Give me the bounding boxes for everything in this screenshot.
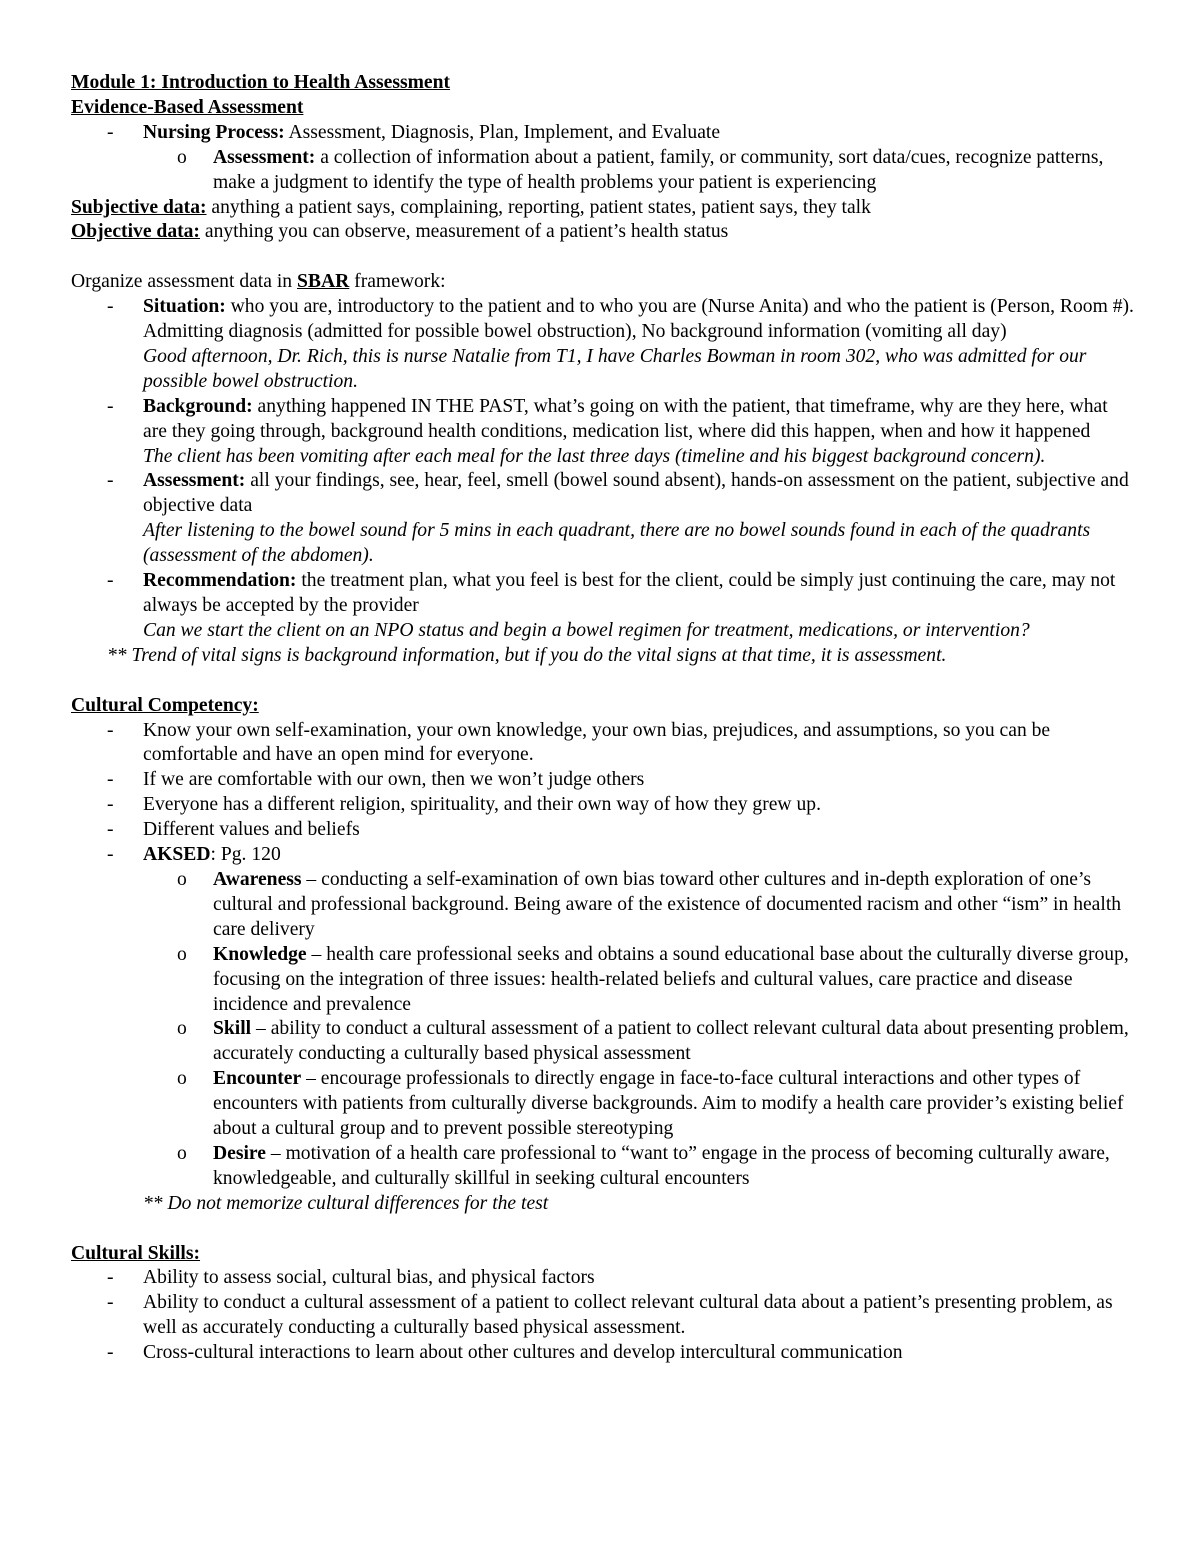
dash-marker: - bbox=[107, 794, 114, 816]
sbar-term: SBAR bbox=[297, 271, 350, 293]
aksed-skill bbox=[71, 1017, 1136, 1067]
cc-item bbox=[71, 768, 1136, 793]
aksed-knowledge bbox=[71, 943, 1136, 1018]
dash-marker: - bbox=[107, 395, 114, 417]
background-text: anything happened IN THE PAST, what’s going on with the patient, that timeframe, why are they here, what are they going through, background health conditions, medication list, where did this happen, when and how it happened bbox=[143, 395, 1108, 442]
aksed-sub-text: – ability to conduct a cultural assessment of a patient to collect relevant cultural data about presenting problem, accurately conducting a culturally based physical assessment bbox=[213, 1018, 1129, 1065]
assessment-def-text: a collection of information about a patient, family, or community, sort data/cues, recognize patterns, make a judgment to identify the type of health problems your patient is experiencing bbox=[213, 146, 1104, 193]
subjective-text: anything a patient says, complaining, reporting, patient states, patient says, they talk bbox=[206, 196, 871, 218]
nursing-process-item bbox=[71, 121, 1136, 146]
bullet-marker: o bbox=[177, 1068, 187, 1090]
situation-term: Situation: bbox=[143, 296, 226, 318]
cs-item bbox=[71, 1341, 1136, 1366]
cs-item-text: Ability to assess social, cultural bias, and physical factors bbox=[143, 1267, 595, 1289]
cs-item bbox=[71, 1266, 1136, 1291]
recommendation-term: Recommendation: bbox=[143, 570, 297, 592]
aksed-sub-text: – health care professional seeks and obtains a sound educational base about the culturally diverse group, focusing on the integration of three issues: health-related beliefs and cultural values, care practice and disease incidence and prevalence bbox=[213, 943, 1129, 1015]
nursing-process-term: Nursing Process: bbox=[143, 121, 285, 143]
nursing-process-text: Assessment, Diagnosis, Plan, Implement, and Evaluate bbox=[284, 121, 721, 143]
bullet-marker: o bbox=[177, 146, 187, 168]
cultural-skills-heading: Cultural Skills: bbox=[71, 1242, 201, 1264]
bullet-marker: o bbox=[177, 943, 187, 965]
cultural-competency-heading: Cultural Competency: bbox=[71, 694, 259, 716]
situation-text: who you are, introductory to the patient and to who you are (Nurse Anita) and who the patient is (Person, Room #). Admitting diagnosis (admitted for possible bowel obstruction), No background information (vomiting all day) bbox=[143, 296, 1134, 343]
dash-marker: - bbox=[107, 296, 114, 318]
aksed-term: AKSED bbox=[143, 844, 211, 866]
sbar-intro-before: Organize assessment data in bbox=[71, 271, 297, 293]
recommendation-text: the treatment plan, what you feel is best for the client, could be simply just continuing the care, may not always be accepted by the provider bbox=[143, 570, 1116, 617]
aksed-sub-term: Skill bbox=[213, 1018, 252, 1040]
aksed-sub-term: Desire bbox=[213, 1142, 266, 1164]
aksed-sub-term: Encounter bbox=[213, 1068, 302, 1090]
dash-marker: - bbox=[107, 769, 114, 791]
objective-data-line bbox=[71, 220, 1136, 245]
module-title: Module 1: Introduction to Health Assessment bbox=[71, 72, 451, 93]
dash-marker: - bbox=[107, 121, 114, 143]
aksed-sub-text: – encourage professionals to directly engage in face-to-face cultural interactions and other types of encounters with patients from culturally diverse backgrounds. Aim to modify a health care provider’s existing belief about a cultural group and to prevent possible stereotyping bbox=[213, 1068, 1124, 1140]
dash-marker: - bbox=[107, 1292, 114, 1314]
cc-item-text: Everyone has a different religion, spirituality, and their own way of how they grew up. bbox=[143, 794, 821, 816]
sbar-recommendation-item bbox=[71, 569, 1136, 619]
dash-marker: - bbox=[107, 1342, 114, 1364]
aksed-desire bbox=[71, 1142, 1136, 1192]
bullet-marker: o bbox=[177, 1018, 187, 1040]
dash-marker: - bbox=[107, 570, 114, 592]
subjective-term: Subjective data: bbox=[71, 196, 207, 218]
recommendation-example: Can we start the client on an NPO status and begin a bowel regimen for treatment, medications, or intervention? bbox=[143, 619, 1030, 641]
sbar-intro-after: framework: bbox=[349, 271, 446, 293]
situation-example: Good afternoon, Dr. Rich, this is nurse Natalie from T1, I have Charles Bowman in room 302, who was admitted for our possible bowel obstruction. bbox=[143, 345, 1087, 392]
cc-item bbox=[71, 818, 1136, 843]
sbar-situation-item bbox=[71, 295, 1136, 345]
dash-marker: - bbox=[107, 1267, 114, 1289]
sbar-assessment-item bbox=[71, 469, 1136, 519]
subjective-data-line bbox=[71, 196, 1136, 221]
cs-item-text: Cross-cultural interactions to learn about other cultures and develop intercultural communication bbox=[143, 1342, 903, 1364]
objective-text: anything you can observe, measurement of a patient’s health status bbox=[199, 221, 729, 243]
assessment-text: all your findings, see, hear, feel, smell (bowel sound absent), hands-on assessment on the patient, subjective and objective data bbox=[143, 470, 1129, 517]
cultural-note: ** Do not memorize cultural differences for the test bbox=[143, 1192, 549, 1214]
cc-item-text: If we are comfortable with our own, then we won’t judge others bbox=[143, 769, 645, 791]
assessment-def-term: Assessment: bbox=[213, 146, 316, 168]
aksed-sub-text: – motivation of a health care professional to “want to” engage in the process of becoming culturally aware, knowledgeable, and culturally skillful in seeking cultural encounters bbox=[213, 1142, 1110, 1189]
aksed-awareness bbox=[71, 868, 1136, 943]
aksed-text: : Pg. 120 bbox=[210, 844, 281, 866]
aksed-item bbox=[71, 843, 1136, 868]
background-term: Background: bbox=[143, 395, 253, 417]
aksed-sub-term: Awareness bbox=[213, 868, 302, 890]
background-example: The client has been vomiting after each meal for the last three days (timeline and his biggest background concern). bbox=[143, 445, 1046, 467]
sbar-intro bbox=[71, 270, 1136, 295]
aksed-encounter bbox=[71, 1067, 1136, 1142]
cc-item-text: Know your own self-examination, your own knowledge, your own bias, prejudices, and assumptions, so you can be comfortable and have an open mind for everyone. bbox=[143, 719, 1051, 766]
dash-marker: - bbox=[107, 819, 114, 841]
assessment-definition-item bbox=[71, 146, 1136, 196]
objective-term: Objective data: bbox=[71, 221, 200, 243]
bullet-marker: o bbox=[177, 868, 187, 890]
cc-item bbox=[71, 719, 1136, 769]
cs-item bbox=[71, 1291, 1136, 1341]
dash-marker: - bbox=[107, 844, 114, 866]
cc-item bbox=[71, 793, 1136, 818]
evidence-heading: Evidence-Based Assessment bbox=[71, 96, 304, 118]
cc-item-text: Different values and beliefs bbox=[143, 819, 360, 841]
assessment-term: Assessment: bbox=[143, 470, 246, 492]
document-page bbox=[71, 71, 1136, 1366]
vitals-note: ** Trend of vital signs is background information, but if you do the vital signs at that time, it is assessment. bbox=[107, 644, 947, 666]
aksed-sub-text: – conducting a self-examination of own bias toward other cultures and in-depth exploration of one’s cultural and professional background. Being aware of the existence of documented racism and other “ism” in health care delivery bbox=[213, 868, 1122, 940]
cs-item-text: Ability to conduct a cultural assessment of a patient to collect relevant cultural data about a patient’s presenting problem, as well as accurately conducting a culturally based physical assessment. bbox=[143, 1292, 1113, 1339]
dash-marker: - bbox=[107, 470, 114, 492]
dash-marker: - bbox=[107, 719, 114, 741]
sbar-background-item bbox=[71, 395, 1136, 445]
assessment-example: After listening to the bowel sound for 5 mins in each quadrant, there are no bowel sounds found in each of the quadrants (assessment of the abdomen). bbox=[143, 520, 1091, 567]
aksed-sub-term: Knowledge bbox=[213, 943, 307, 965]
bullet-marker: o bbox=[177, 1142, 187, 1164]
